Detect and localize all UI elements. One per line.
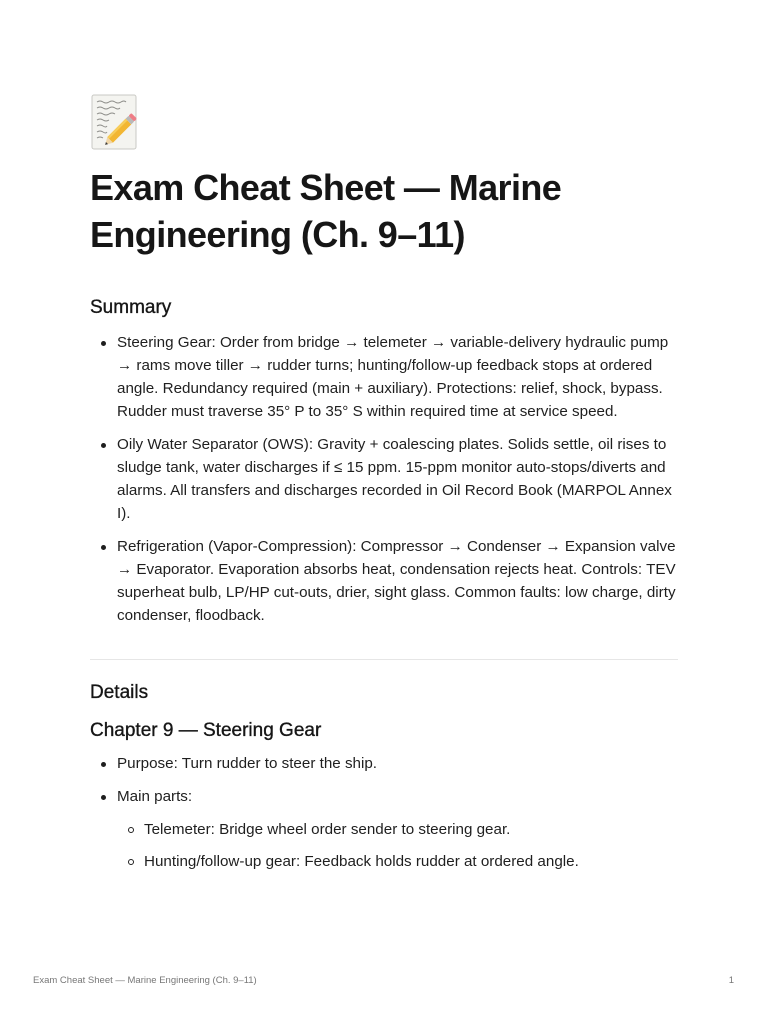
list-item (117, 785, 678, 873)
divider (90, 659, 678, 660)
footer-doc-title: Exam Cheat Sheet — Marine Engineering (Ch. 9–11) (33, 975, 257, 986)
footer-page-number: 1 (728, 975, 734, 986)
list-item: Purpose: Turn rudder to steer the ship. (117, 752, 678, 775)
list-item: Steering Gear: Order from bridge → telemeter → variable-delivery hydraulic pump → rams move tiller → rudder turns; hunting/follow-up feedback stops at ordered angle. Redundancy required (main + auxiliary). Protections: relief, shock, bypass. Rudder must traverse 35° P to 35° S within required time at service speed. (117, 331, 678, 423)
chapter-9-heading: Chapter 9 — Steering Gear (90, 720, 322, 741)
details-heading: Details (90, 682, 149, 703)
page-title: Exam Cheat Sheet — Marine Engineering (Ch. 9–11) (90, 167, 562, 255)
summary-list (90, 331, 678, 627)
chapter-9-list (90, 752, 678, 873)
list-item: Telemeter: Bridge wheel order sender to steering gear. (144, 818, 678, 841)
summary-heading: Summary (90, 297, 172, 318)
list-item: Hunting/follow-up gear: Feedback holds rudder at ordered angle. (144, 850, 678, 873)
main-parts-list (117, 818, 678, 873)
main-parts-label: Main parts: (117, 788, 193, 805)
list-item: Refrigeration (Vapor-Compression): Compressor → Condenser → Expansion valve → Evaporator. Evaporation absorbs heat, condensation rejects heat. Controls: TEV superheat bulb, LP/HP cut-outs, drier, sight glass. Common faults: low charge, dirty condenser, floodback. (117, 535, 678, 627)
memo-pencil-icon (90, 94, 138, 150)
document-page (90, 94, 678, 883)
list-item: Oily Water Separator (OWS): Gravity + coalescing plates. Solids settle, oil rises to sludge tank, water discharges if ≤ 15 ppm. 15-ppm monitor auto-stops/diverts and alarms. All transfers and discharges recorded in Oil Record Book (MARPOL Annex I). (117, 433, 678, 525)
